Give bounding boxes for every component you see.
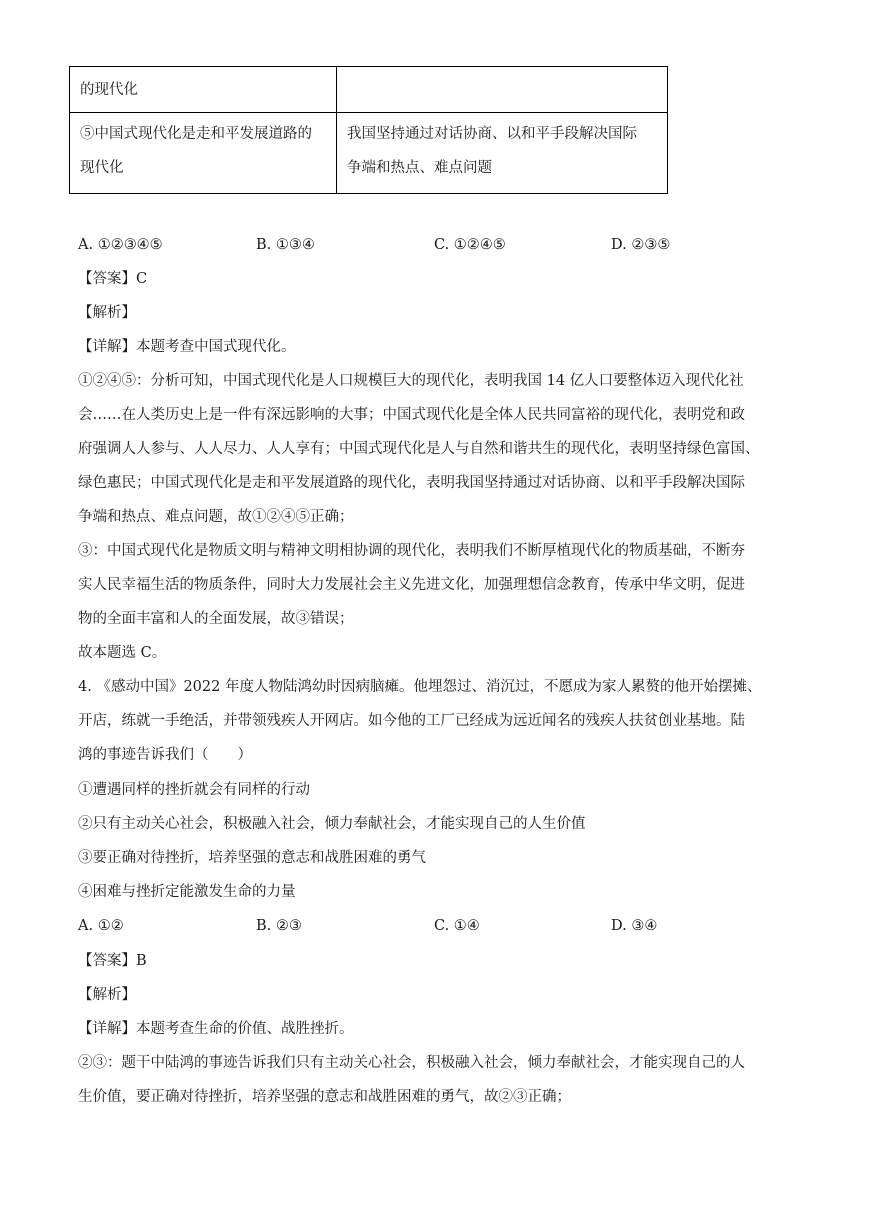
- q4-option-d: D. ③④: [611, 918, 658, 934]
- cell-text: 现代化: [80, 160, 124, 176]
- cell-text: ⑤中国式现代化是走和平发展道路的: [80, 126, 312, 142]
- q4-item: ③要正确对待挫折，培养坚强的意志和战胜困难的勇气: [78, 850, 426, 866]
- q3-answer: 【答案】C: [78, 271, 148, 287]
- q4-item: ②只有主动关心社会，积极融入社会，倾力奉献社会，才能实现自己的人生价值: [78, 816, 586, 832]
- q3-explanation-line: 绿色惠民；中国式现代化是走和平发展道路的现代化，表明我国坚持通过对话协商、以和平手段解决国际: [78, 475, 745, 491]
- q3-explanation-line: 实人民幸福生活的物质条件，同时大力发展社会主义先进文化，加强理想信念教育，传承中华文明，促进: [78, 577, 745, 593]
- q3-option-b: B. ①③④: [256, 237, 315, 253]
- q4-detail: 【详解】本题考查生命的价值、战胜挫折。: [78, 1021, 354, 1037]
- q4-explanation-line: 生价值，要正确对待挫折，培养坚强的意志和战胜困难的勇气，故②③正确；: [78, 1089, 571, 1105]
- q3-explanation-line: 物的全面丰富和人的全面发展，故③错误；: [78, 611, 354, 627]
- cell-text: 争端和热点、难点问题: [347, 160, 492, 176]
- q4-item: ①遭遇同样的挫折就会有同样的行动: [78, 782, 310, 798]
- q3-explanation-line: 争端和热点、难点问题，故①②④⑤正确；: [78, 509, 354, 525]
- cell-text: 的现代化: [80, 82, 138, 98]
- table-row: [70, 113, 668, 194]
- table-row: [70, 67, 668, 113]
- q4-item: ④困难与挫折定能激发生命的力量: [78, 884, 296, 900]
- comparison-table: [69, 66, 668, 194]
- cell-text: 我国坚持通过对话协商、以和平手段解决国际: [347, 126, 637, 142]
- q4-stem-line: 4. 《感动中国》2022 年度人物陆鸿幼时因病脑瘫。他埋怨过、消沉过，不愿成为家人累赘的他开始摆摊、: [78, 679, 762, 695]
- q4-option-b: B. ②③: [256, 918, 302, 934]
- q3-option-a: A. ①②③④⑤: [78, 237, 163, 253]
- q4-answer: 【答案】B: [78, 953, 147, 969]
- q3-conclusion: 故本题选 C。: [78, 645, 167, 661]
- q4-explanation-line: ②③：题干中陆鸿的事迹告诉我们只有主动关心社会，积极融入社会，倾力奉献社会，才能实现自己的人: [78, 1055, 745, 1071]
- table-cell: [70, 113, 337, 194]
- q3-explanation-line: 会……在人类历史上是一件有深远影响的大事；中国式现代化是全体人民共同富裕的现代化，表明党和政: [78, 407, 745, 423]
- q3-analysis-heading: 【解析】: [78, 305, 136, 321]
- q4-stem-line: 开店，练就一手绝活，并带领残疾人开网店。如今他的工厂已经成为远近闻名的残疾人扶贫创业基地。陆: [78, 713, 745, 729]
- q4-option-c: C. ①④: [434, 918, 480, 934]
- q4-option-a: A. ①②: [78, 918, 124, 934]
- table-cell: [337, 113, 668, 194]
- q3-option-d: D. ②③⑤: [611, 237, 671, 253]
- q3-explanation-line: 府强调人人参与、人人尽力、人人享有；中国式现代化是人与自然和谐共生的现代化，表明坚持绿色富国、: [78, 441, 760, 457]
- table-cell: [337, 67, 668, 113]
- q3-detail: 【详解】本题考查中国式现代化。: [78, 339, 296, 355]
- q4-analysis-heading: 【解析】: [78, 987, 136, 1003]
- q3-option-c: C. ①②④⑤: [434, 237, 506, 253]
- q3-explanation-line: ①②④⑤：分析可知，中国式现代化是人口规模巨大的现代化，表明我国 14 亿人口要整体迈入现代化社: [78, 373, 744, 389]
- q3-explanation-line: ③：中国式现代化是物质文明与精神文明相协调的现代化，表明我们不断厚植现代化的物质基础，不断夯: [78, 543, 745, 559]
- q4-stem-line: 鸿的事迹告诉我们（ ）: [78, 747, 252, 763]
- table-cell: [70, 67, 337, 113]
